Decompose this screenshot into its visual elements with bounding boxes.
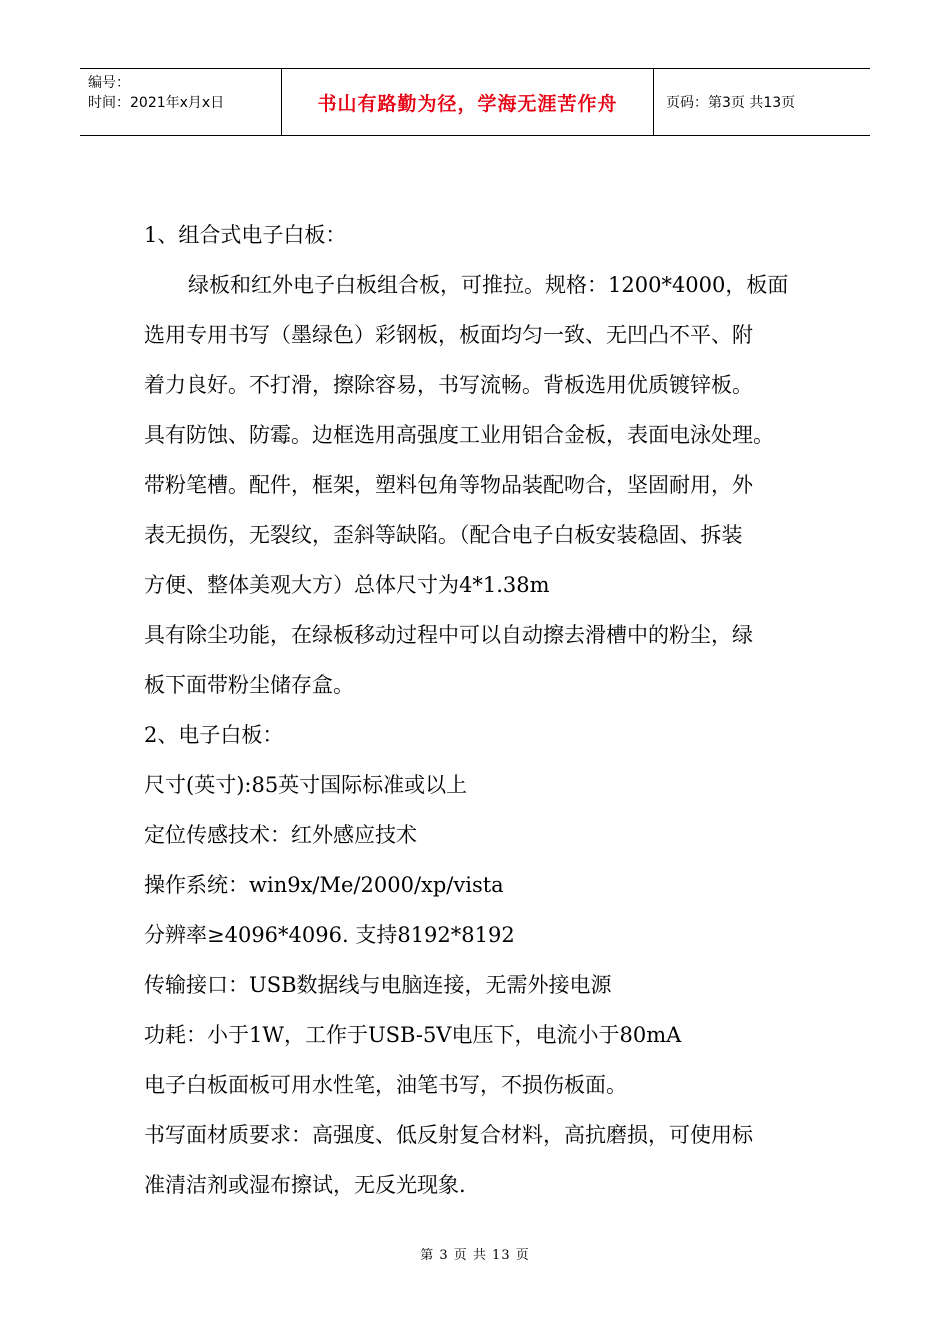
paragraph-line: 表无损伤，无裂纹，歪斜等缺陷。（配合电子白板安装稳固、拆装	[144, 523, 743, 547]
header-meta-cell	[80, 69, 282, 135]
spec-line-material: 书写面材质要求：高强度、低反射复合材料，高抗磨损，可使用标	[144, 1123, 753, 1147]
spec-line-resolution: 分辨率≥4096*4096. 支持8192*8192	[144, 923, 515, 947]
paragraph-line: 板下面带粉尘储存盒。	[144, 673, 354, 697]
document-body	[144, 210, 824, 1210]
paragraph-line: 带粉笔槽。配件，框架，塑料包角等物品装配吻合，坚固耐用，外	[144, 473, 753, 497]
spec-line-size: 尺寸(英寸):85英寸国际标准或以上	[144, 773, 468, 797]
paragraph-line: 着力良好。不打滑，擦除容易，书写流畅。背板选用优质镀锌板。	[144, 373, 753, 397]
paragraph-line: 方便、整体美观大方）总体尺寸为4*1.38m	[144, 573, 550, 597]
spec-line-os: 操作系统：win9x/Me/2000/xp/vista	[144, 873, 504, 897]
page-footer: 第 3 页 共 13 页	[420, 1248, 530, 1263]
paragraph-line: 绿板和红外电子白板组合板，可推拉。规格：1200*4000，板面	[188, 273, 789, 297]
paragraph-line: 选用专用书写（墨绿色）彩钢板，板面均匀一致、无凹凸不平、附	[144, 323, 753, 347]
header-page-info: 页码：第3页 共13页	[666, 95, 796, 111]
header-motto: 书山有路勤为径，学海无涯苦作舟	[282, 69, 654, 135]
paragraph-line: 具有防蚀、防霉。边框选用高强度工业用铝合金板，表面电泳处理。	[144, 423, 774, 447]
section-heading-combined-board: 1、组合式电子白板：	[144, 223, 347, 247]
spec-line-material-cont: 准清洁剂或湿布擦试，无反光现象.	[144, 1173, 466, 1197]
paragraph-line: 具有除尘功能，在绿板移动过程中可以自动擦去滑槽中的粉尘，绿	[144, 623, 753, 647]
spec-line-interface: 传输接口：USB数据线与电脑连接，无需外接电源	[144, 973, 612, 997]
date-label: 时间：2021年x月x日	[88, 95, 225, 111]
serial-number-label: 编号：	[88, 75, 130, 91]
section-heading-whiteboard: 2、电子白板：	[144, 723, 284, 747]
document-header	[80, 68, 870, 136]
spec-line-sensor: 定位传感技术：红外感应技术	[144, 823, 417, 847]
spec-line-pen: 电子白板面板可用水性笔，油笔书写，不损伤板面。	[144, 1073, 627, 1097]
spec-line-power: 功耗：小于1W，工作于USB-5V电压下，电流小于80mA	[144, 1023, 682, 1047]
